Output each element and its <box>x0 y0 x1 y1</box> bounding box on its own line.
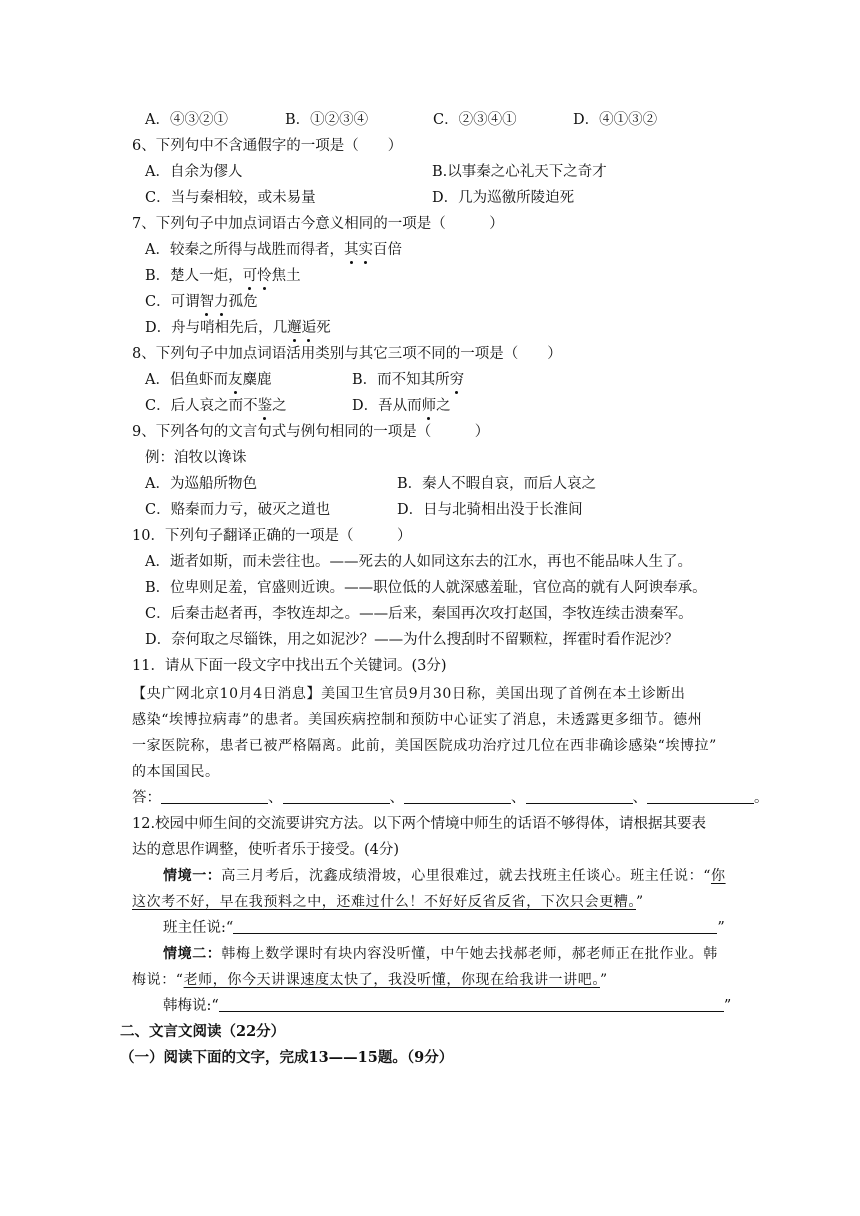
q5-option-d: D．④①③② <box>573 112 658 128</box>
scenario-1-answer-row: 班主任说:“ ” <box>163 920 725 936</box>
dotted-char: 逅 <box>301 320 317 336</box>
dotted-char: 鉴 <box>257 398 273 414</box>
q6-option-c: C．当与秦相较，或未易量 <box>145 190 316 206</box>
scenario-1-label: 情境一： <box>163 868 222 884</box>
scenario-2-line2: 梅说：“老师，你今天讲课速度太快了，我没听懂，你现在给我讲一讲吧。” <box>132 972 608 988</box>
q6-options-row1 <box>145 162 607 182</box>
q9-option-d: D．日与北骑相出没于长淮间 <box>397 502 583 518</box>
q5-options <box>145 110 657 130</box>
scenario-2-line1: 情境二：韩梅上数学课时有块内容没听懂，中午她去找郝老师，郝老师正在批作业。韩 <box>163 946 718 962</box>
q8-option-c: C．后人哀之而不鉴之 <box>145 398 287 414</box>
q6-stem: 6、下列句中不含通假字的一项是（ ） <box>132 138 403 154</box>
dotted-char: 实 <box>358 242 373 258</box>
q10-option-b: B．位卑则足羞，官盛则近谀。——职位低的人就深感羞耻，官位高的就有人阿谀奉承。 <box>145 580 707 596</box>
dotted-char: 智 <box>199 294 215 310</box>
scenario-2-answer-blank[interactable] <box>219 997 724 1012</box>
q6-option-a: A．自余为僇人 <box>145 164 243 180</box>
q7-option-d: D．舟与哨相先后，几邂逅死 <box>145 320 331 336</box>
answer-label: 答： <box>132 790 161 806</box>
q10-option-d: D．奈何取之尽锱铢，用之如泥沙？——为什么搜刮时不留颗粒，挥霍时看作泥沙？ <box>145 632 679 648</box>
q12-stem-line2: 达的意思作调整，使听者乐于接受。(4分) <box>132 842 400 858</box>
q7-stem: 7、下列句子中加点词语古今意义相同的一项是（ ） <box>132 216 504 232</box>
q10-stem: 10．下列句子翻译正确的一项是（ ） <box>132 528 412 544</box>
keyword-blank-1[interactable] <box>161 789 268 804</box>
q6-option-d: D．几为巡徼所陵迫死 <box>432 190 575 206</box>
q9-option-b: B．秦人不暇自哀，而后人哀之 <box>397 476 597 492</box>
dotted-char: 可 <box>242 268 258 284</box>
scenario-2-label: 情境二： <box>163 946 222 962</box>
q11-answer-row: 答： 、 、 、 、 。 <box>132 790 769 806</box>
q12-stem-line1: 12.校园中师生间的交流要讲究方法。以下两个情境中师生的话语不够得体，请根据其要表 <box>132 816 707 832</box>
scenario-1-line1: 情境一：高三月考后，沈鑫成绩滑坡，心里很难过，就去找班主任谈心。班主任说：“你 <box>163 868 726 884</box>
dotted-char: 怜 <box>257 268 272 284</box>
q6-options-row2 <box>145 188 574 208</box>
q11-news-line1: 【央广网北京10月4日消息】美国卫生官员9月30日称，美国出现了首例在本土诊断出 <box>132 686 686 702</box>
q5-option-c: C．②③④① <box>433 112 517 128</box>
q9-option-a: A．为巡船所物色 <box>145 476 257 492</box>
q7-option-b: B．楚人一炬，可怜焦土 <box>145 268 301 284</box>
q8-options-row1 <box>145 370 464 390</box>
q11-news-line4: 的本国国民。 <box>132 764 220 780</box>
q8-option-d: D．吾从而师之 <box>352 398 451 414</box>
q11-stem: 11．请从下面一段文字中找出五个关键词。(3分) <box>132 658 447 674</box>
scenario-1-line2: 这次考不好，早在我预料之中，还难过什么！不好好反省反省，下次只会更糟。” <box>132 894 644 910</box>
q8-option-b: B．而不知其所穷 <box>352 372 465 388</box>
section-2-subtitle: （一）阅读下面的文字，完成13——15题。（9分） <box>120 1049 454 1066</box>
scenario-1-answer-blank[interactable] <box>233 919 717 934</box>
keyword-blank-3[interactable] <box>404 789 511 804</box>
scenario-2-answer-row: 韩梅说:“ ” <box>163 998 732 1014</box>
q8-options-row2 <box>145 396 451 416</box>
q8-option-a: A．侣鱼虾而友麋鹿 <box>145 372 272 388</box>
q11-news-line3: 一家医院称，患者已被严格隔离。此前，美国医院成功治疗过几位在西非确诊感染“埃博拉” <box>132 738 717 754</box>
dotted-char: 其 <box>343 242 359 258</box>
dotted-char: 穷 <box>449 372 465 388</box>
keyword-blank-4[interactable] <box>526 789 633 804</box>
q9-options-row1 <box>145 474 596 494</box>
q11-news-line2: 感染“埃博拉病毒”的患者。美国疾病控制和预防中心证实了消息，未透露更多细节。德州 <box>132 712 703 728</box>
q5-option-a: A．④③②① <box>145 112 228 128</box>
q6-option-b: B.以事秦之心礼天下之奇才 <box>432 164 607 180</box>
q5-option-b: B．①②③④ <box>285 112 369 128</box>
dotted-char: 友 <box>227 372 243 388</box>
q7-option-c: C．可谓智力孤危 <box>145 294 258 310</box>
section-2-title: 二、文言文阅读（22分） <box>120 1023 286 1040</box>
keyword-blank-2[interactable] <box>283 789 390 804</box>
q9-stem: 9、下列各句的文言句式与例句相同的一项是（ ） <box>132 424 490 440</box>
dotted-char: 力 <box>214 294 229 310</box>
keyword-blank-5[interactable] <box>647 789 754 804</box>
dotted-char: 邂 <box>287 320 302 336</box>
q9-options-row2 <box>145 500 583 520</box>
q10-option-a: A．逝者如斯，而未尝往也。——死去的人如同这东去的江水，再也不能品味人生了。 <box>145 554 692 570</box>
q9-example: 例：洎牧以谗诛 <box>145 450 247 466</box>
q7-option-a: A．较秦之所得与战胜而得者，其实百倍 <box>145 242 402 258</box>
q10-option-c: C．后秦击赵者再，李牧连却之。——后来，秦国再次攻打赵国，李牧连续击溃秦军。 <box>145 606 693 622</box>
q9-option-c: C．赂秦而力亏，破灭之道也 <box>145 502 331 518</box>
q8-stem: 8、下列句子中加点词语活用类别与其它三项不同的一项是（ ） <box>132 346 562 362</box>
dotted-char: 师 <box>421 398 437 414</box>
